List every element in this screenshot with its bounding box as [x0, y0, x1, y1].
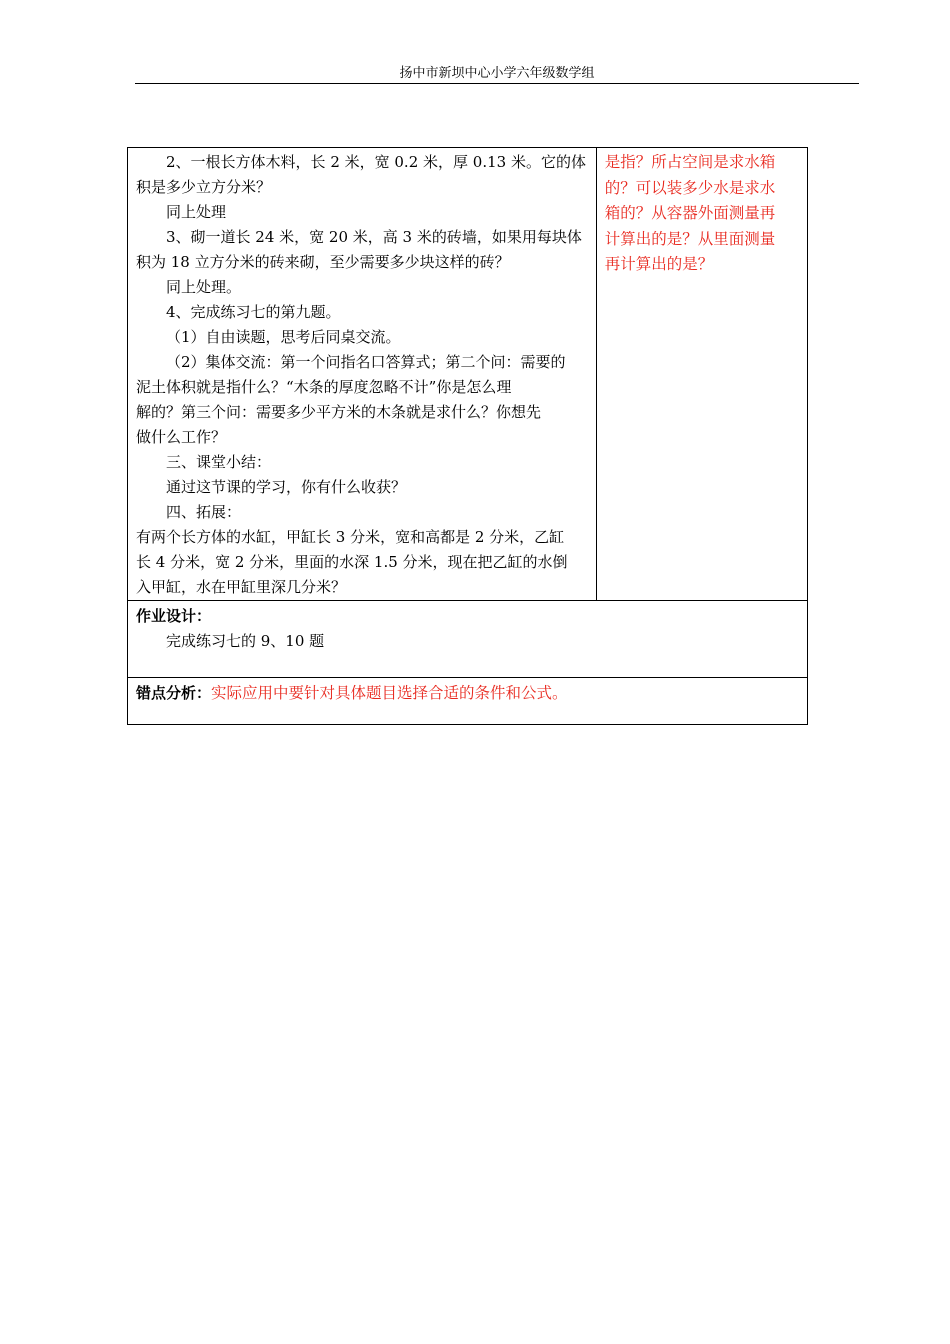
- header-rule: [135, 83, 859, 84]
- note-line-5: 再计算出的是？: [604, 255, 714, 273]
- error-analysis-row: [128, 678, 808, 725]
- line-12: 做什么工作？: [136, 428, 227, 446]
- line-17: 长 4 分米，宽 2 分米，里面的水深 1.5 分米，现在把乙缸的水倒: [136, 553, 568, 571]
- line-9: （2）集体交流：第一个问指名口答算式；第二个问：需要的: [166, 353, 566, 371]
- line-1: 2、一根长方体木料，长 2 米，宽 0.2 米，厚 0.13 米。它的体: [166, 153, 586, 171]
- line-5: 积为 18 立方分米的砖来砌，至少需要多少块这样的砖？: [136, 253, 510, 271]
- line-3: 同上处理: [166, 203, 227, 221]
- lesson-row: [128, 148, 808, 601]
- line-8: （1）自由读题，思考后同桌交流。: [166, 328, 401, 346]
- error-analysis-cell: [128, 678, 808, 725]
- error-analysis-label: 错点分析：: [136, 684, 212, 702]
- lesson-table: [127, 147, 808, 725]
- error-analysis-text: 实际应用中要针对具体题目选择合适的条件和公式。: [211, 684, 568, 702]
- homework-cell: [128, 601, 808, 678]
- homework-text: 完成练习七的 9、10 题: [166, 632, 325, 650]
- note-line-1: 是指？所占空间是求水箱: [604, 153, 776, 171]
- line-14: 通过这节课的学习，你有什么收获？: [166, 478, 407, 496]
- line-4: 3、砌一道长 24 米，宽 20 米，高 3 米的砖墙，如果用每块体: [166, 228, 582, 246]
- teacher-notes-cell: [596, 148, 807, 601]
- homework-row: [128, 601, 808, 678]
- line-13: 三、课堂小结：: [166, 453, 272, 471]
- note-line-4: 计算出的是？从里面测量: [604, 229, 776, 248]
- homework-label: 作业设计：: [136, 607, 212, 625]
- line-16: 有两个长方体的水缸，甲缸长 3 分米，宽和高都是 2 分米，乙缸: [136, 528, 565, 546]
- page-header: 扬中市新坝中心小学六年级数学组: [399, 66, 595, 81]
- lesson-content-cell: [128, 148, 597, 601]
- line-2: 积是多少立方分米？: [136, 178, 272, 196]
- note-line-2: 的？可以装多少水是求水: [604, 178, 776, 197]
- line-15: 四、拓展：: [166, 503, 242, 521]
- note-line-3: 箱的？从容器外面测量再: [604, 204, 776, 222]
- line-18: 入甲缸，水在甲缸里深几分米？: [136, 578, 347, 596]
- line-7: 4、完成练习七的第九题。: [166, 303, 341, 321]
- line-6: 同上处理。: [166, 278, 242, 296]
- line-10: 泥土体积就是指什么？“木条的厚度忽略不计”你是怎么理: [136, 378, 512, 396]
- line-11: 解的？第三个问：需要多少平方米的木条就是求什么？你想先: [136, 403, 542, 421]
